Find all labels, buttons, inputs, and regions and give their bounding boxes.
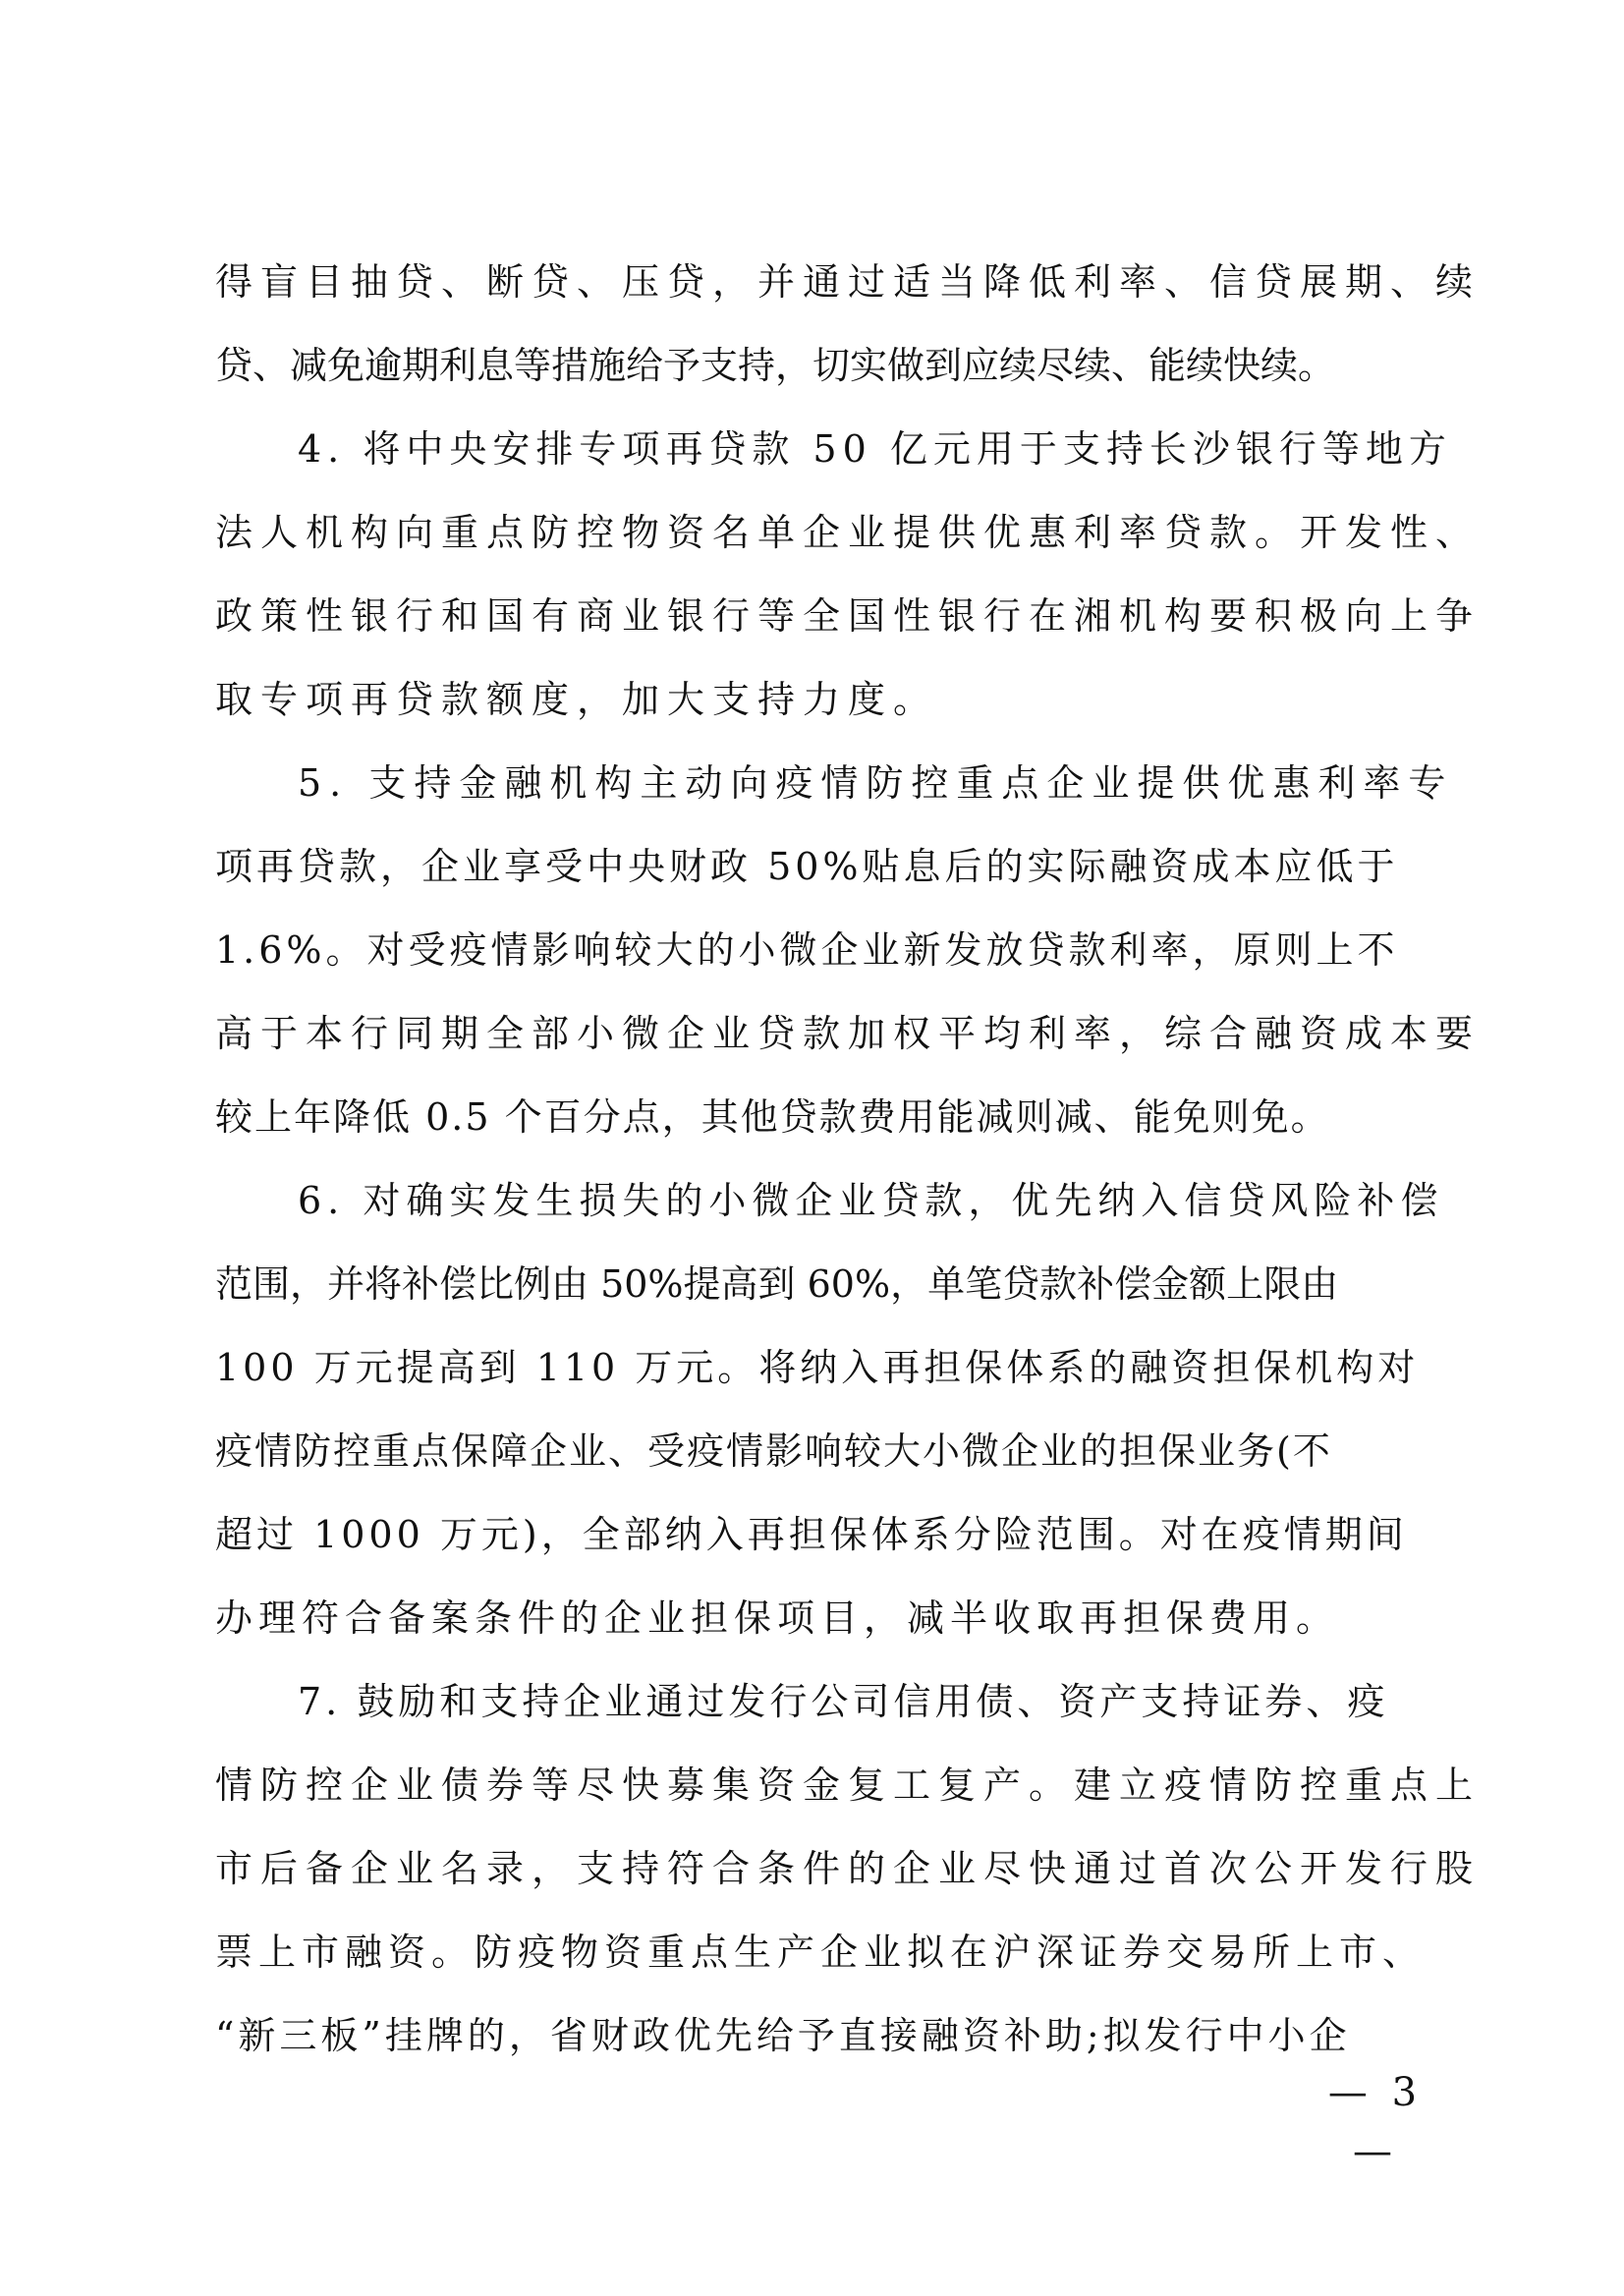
paragraph-6-start: 6. 对确实发生损失的小微企业贷款，优先纳入信贷风险补偿 (298, 1179, 1444, 1222)
page-number: — 3 — (1327, 2070, 1424, 2174)
text-line: 贷、减免逾期利息等措施给予支持，切实做到应续尽续、能续快续。 (215, 344, 1336, 387)
text-line: 取专项再贷款额度，加大支持力度。 (215, 678, 939, 721)
text-line: 100 万元提高到 110 万元。将纳入再担保体系的融资担保机构对 (215, 1346, 1420, 1389)
text-line: 范围，并将补偿比例由 50%提高到 60%，单笔贷款补偿金额上限由 (215, 1262, 1339, 1306)
text-line: 疫情防控重点保障企业、受疫情影响较大小微企业的担保业务(不 (215, 1429, 1332, 1473)
text-line: 票上市融资。防疫物资重点生产企业拟在沪深证券交易所上市、 (215, 1931, 1427, 1974)
text-line: 高于本行同期全部小微企业贷款加权平均利率，综合融资成本要 (215, 1012, 1482, 1055)
document-body (215, 241, 1482, 2078)
paragraph-4-start: 4. 将中央安排专项再贷款 50 亿元用于支持长沙银行等地方 (298, 427, 1452, 471)
text-line: 得盲目抽贷、断贷、压贷，并通过适当降低利率、信贷展期、续 (215, 260, 1482, 304)
text-line: 超过 1000 万元)，全部纳入再担保体系分险范围。对在疫情期间 (215, 1513, 1408, 1556)
text-line: 市后备企业名录，支持符合条件的企业尽快通过首次公开发行股 (215, 1847, 1482, 1890)
text-line: “新三板”挂牌的，省财政优先给予直接融资补助;拟发行中小企 (215, 2014, 1351, 2057)
text-line: 1.6%。对受疫情影响较大的小微企业新发放贷款利率，原则上不 (215, 928, 1399, 972)
text-line: 政策性银行和国有商业银行等全国性银行在湘机构要积极向上争 (215, 594, 1482, 638)
paragraph-5-start: 5. 支持金融机构主动向疫情防控重点企业提供优惠利率专 (298, 761, 1454, 805)
text-line: 项再贷款，企业享受中央财政 50%贴息后的实际融资成本应低于 (215, 845, 1399, 888)
text-line: 办理符合备案条件的企业担保项目，减半收取再担保费用。 (215, 1596, 1340, 1640)
text-line: 较上年降低 0.5 个百分点，其他贷款费用能减则减、能免则免。 (215, 1095, 1330, 1139)
text-line: 情防控企业债券等尽快募集资金复工复产。建立疫情防控重点上 (215, 1764, 1482, 1807)
paragraph-7-start: 7. 鼓励和支持企业通过发行公司信用债、资产支持证券、疫 (298, 1680, 1389, 1723)
text-line: 法人机构向重点防控物资名单企业提供优惠利率贷款。开发性、 (215, 511, 1482, 554)
